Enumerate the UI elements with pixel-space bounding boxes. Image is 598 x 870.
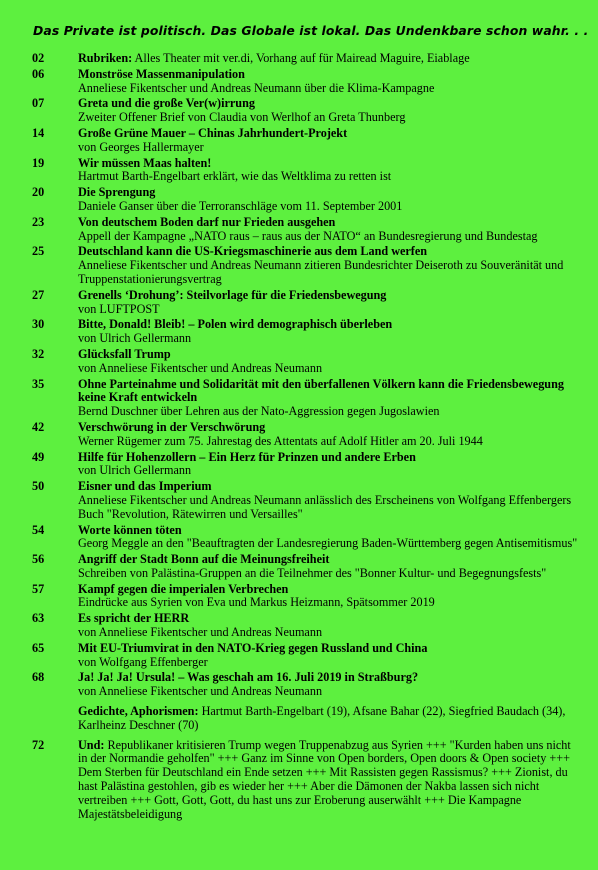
article-title: Verschwörung in der Verschwörung xyxy=(78,419,266,434)
entry-content xyxy=(78,52,582,66)
toc-entry xyxy=(32,553,582,581)
article-byline: Appell der Kampagne „NATO raus – raus aus der NATO“ an Bundesregierung und Bundestag xyxy=(78,228,538,243)
article-byline: Bernd Duschner über Lehren aus der Nato-Aggression gegen Jugoslawien xyxy=(78,404,440,419)
entry-content xyxy=(78,157,582,185)
page-header: Das Private ist politisch. Das Globale ist lokal. Das Undenkbare schon wahr. . . xyxy=(33,23,589,38)
article-title: Angriff der Stadt Bonn auf die Meinungsfreiheit xyxy=(78,552,330,567)
entry-content xyxy=(78,642,582,670)
page-number: 72 xyxy=(32,737,45,752)
entry-content xyxy=(78,612,582,640)
toc-entry xyxy=(32,705,582,733)
entry-content xyxy=(78,378,582,419)
entry-content xyxy=(78,421,582,449)
article-byline: Schreiben von Palästina-Gruppen an die Teilnehmer des "Bonner Kultur- und Begegnungsfests" xyxy=(78,565,547,580)
page-number: 20 xyxy=(32,185,45,200)
toc-entry xyxy=(32,642,582,670)
entry-content xyxy=(78,348,582,376)
article-title: Kampf gegen die imperialen Verbrechen xyxy=(78,581,289,596)
article-title: Greta und die große Ver(w)irrung xyxy=(78,96,255,111)
toc-entry xyxy=(32,318,582,346)
entry-content xyxy=(78,245,582,286)
toc-entry xyxy=(32,451,582,479)
toc-entry xyxy=(32,739,582,822)
page-number: 63 xyxy=(32,611,45,626)
page-number: 07 xyxy=(32,96,45,111)
article-title: Glücksfall Trump xyxy=(78,346,171,361)
entry-content xyxy=(78,186,582,214)
article-title: Worte können töten xyxy=(78,522,182,537)
entry-content xyxy=(78,216,582,244)
article-title: Wir müssen Maas halten! xyxy=(78,155,212,170)
entry-content xyxy=(78,671,582,699)
article-title: Mit EU-Triumvirat in den NATO-Krieg gegen Russland und China xyxy=(78,640,428,655)
article-byline: Anneliese Fikentscher und Andreas Neumann über die Klima-Kampagne xyxy=(78,80,435,95)
section-text: Alles Theater mit ver.di, Vorhang auf für Mairead Maguire, Eiablage xyxy=(132,51,470,65)
entry-content xyxy=(78,553,582,581)
entry-content xyxy=(78,97,582,125)
article-byline: Hartmut Barth-Engelbart erklärt, wie das Weltklima zu retten ist xyxy=(78,169,392,184)
toc-entry xyxy=(32,52,582,66)
entry-content xyxy=(78,524,582,552)
article-title: Ja! Ja! Ja! Ursula! – Was geschah am 16. Juli 2019 in Straßburg? xyxy=(78,670,419,685)
section-label: Rubriken: xyxy=(78,51,133,65)
page-number: 65 xyxy=(32,640,45,655)
toc-entry xyxy=(32,421,582,449)
page-number: 06 xyxy=(32,66,45,81)
article-title: Die Sprengung xyxy=(78,185,156,200)
article-byline: Georg Meggle an den "Beauftragten der Landesregierung Baden-Württemberg gegen Antisemitismus" xyxy=(78,536,578,551)
article-title: Von deutschem Boden darf nur Frieden ausgehen xyxy=(78,214,336,229)
article-title: Eisner und das Imperium xyxy=(78,479,212,494)
article-title: Hilfe für Hohenzollern – Ein Herz für Prinzen und andere Erben xyxy=(78,449,416,464)
table-of-contents xyxy=(32,52,582,823)
page-number: 23 xyxy=(32,214,45,229)
toc-entry xyxy=(32,216,582,244)
article-title: Deutschland kann die US-Kriegsmaschinerie aus dem Land werfen xyxy=(78,244,428,259)
entry-content xyxy=(78,289,582,317)
article-title: Große Grüne Mauer – Chinas Jahrhundert-Projekt xyxy=(78,125,348,140)
toc-entry xyxy=(32,245,582,286)
section-label: Und: xyxy=(78,737,105,752)
section-label: Gedichte, Aphorismen: xyxy=(78,704,199,719)
article-byline: von Anneliese Fikentscher und Andreas Neumann xyxy=(78,684,323,699)
page-number: 30 xyxy=(32,317,45,332)
page-number: 19 xyxy=(32,155,45,170)
entry-content xyxy=(78,583,582,611)
page-number: 57 xyxy=(32,581,45,596)
toc-entry xyxy=(32,671,582,699)
article-byline: Werner Rügemer zum 75. Jahrestag des Attentats auf Adolf Hitler am 20. Juli 1944 xyxy=(78,433,483,448)
page-number: 32 xyxy=(32,346,45,361)
article-byline: von Anneliese Fikentscher und Andreas Neumann xyxy=(78,360,323,375)
entry-content xyxy=(78,127,582,155)
article-title: Grenells ‘Drohung’: Steilvorlage für die Friedensbewegung xyxy=(78,287,387,302)
toc-entry xyxy=(32,583,582,611)
page-number: 56 xyxy=(32,552,45,567)
article-title: Es spricht der HERR xyxy=(78,611,190,626)
article-byline: Daniele Ganser über die Terroranschläge vom 11. September 2001 xyxy=(78,198,403,213)
article-byline: von Ulrich Gellermann xyxy=(78,463,192,478)
toc-entry xyxy=(32,289,582,317)
article-title: Ohne Parteinahme und Solidarität mit den überfallenen Völkern kann die Friedensbewegung keine Kraft entwickeln xyxy=(78,376,564,405)
entry-content xyxy=(78,68,582,96)
toc-entry xyxy=(32,97,582,125)
page-number: 25 xyxy=(32,244,45,259)
article-byline: Eindrücke aus Syrien von Eva und Markus Heizmann, Spätsommer 2019 xyxy=(78,595,435,610)
page-number xyxy=(32,705,78,733)
entry-content xyxy=(78,318,582,346)
page-number: 42 xyxy=(32,419,45,434)
article-byline: von Ulrich Gellermann xyxy=(78,331,192,346)
page-number: 68 xyxy=(32,670,45,685)
toc-entry xyxy=(32,127,582,155)
toc-entry xyxy=(32,612,582,640)
toc-entry xyxy=(32,68,582,96)
article-title: Monströse Massenmanipulation xyxy=(78,66,245,81)
page-number: 49 xyxy=(32,449,45,464)
article-byline: Zweiter Offener Brief von Claudia von Werlhof an Greta Thunberg xyxy=(78,110,406,125)
section-text: Hartmut Barth-Engelbart (19), Afsane Bahar (22), Siegfried Baudach (34), Karlheinz Deschner (70) xyxy=(78,704,566,732)
section-text: Republikaner kritisieren Trump wegen Truppenabzug aus Syrien +++ "Kurden haben uns nicht in der Normandie geholfen" +++ Ganz im Sinne von Open borders, Open doors & Open society +++ Dem Sterben für Deutschland ein Ende setzen +++ Mit Rassisten gegen Rassismus? +++ Zionist, du hast Palästina gestohlen, gib es wieder her +++ Aber die Dämonen der Nakba lassen sich nicht vertreiben +++ Gott, Gott, Gott, du hast uns zur Eroberung auserwählt +++ Die Kampagne Majestätsbeleidigung xyxy=(78,737,571,821)
article-byline: Anneliese Fikentscher und Andreas Neumann anlässlich des Erscheinens von Wolfgang Effenbergers Buch "Revolution, Rätewirren und Versailles" xyxy=(78,492,572,521)
entry-content xyxy=(78,739,582,822)
page-number: 27 xyxy=(32,287,45,302)
toc-entry xyxy=(32,378,582,419)
toc-entry xyxy=(32,480,582,521)
page-number: 02 xyxy=(32,51,45,65)
page-number: 54 xyxy=(32,522,45,537)
toc-entry xyxy=(32,524,582,552)
entry-content xyxy=(78,480,582,521)
page-number: 35 xyxy=(32,376,45,391)
article-byline: Anneliese Fikentscher und Andreas Neumann zitieren Bundesrichter Deiseroth zu Souveränität und Truppenstationierungsvertrag xyxy=(78,258,564,286)
page-number: 50 xyxy=(32,479,45,494)
article-byline: von Anneliese Fikentscher und Andreas Neumann xyxy=(78,625,323,640)
article-title: Bitte, Donald! Bleib! – Polen wird demographisch überleben xyxy=(78,317,393,332)
toc-entry xyxy=(32,186,582,214)
article-byline: von LUFTPOST xyxy=(78,301,160,316)
entry-content xyxy=(78,705,582,733)
toc-entry xyxy=(32,348,582,376)
article-byline: von Wolfgang Effenberger xyxy=(78,654,208,669)
article-byline: von Georges Hallermayer xyxy=(78,139,204,154)
toc-entry xyxy=(32,157,582,185)
page-number: 14 xyxy=(32,125,45,140)
entry-content xyxy=(78,451,582,479)
